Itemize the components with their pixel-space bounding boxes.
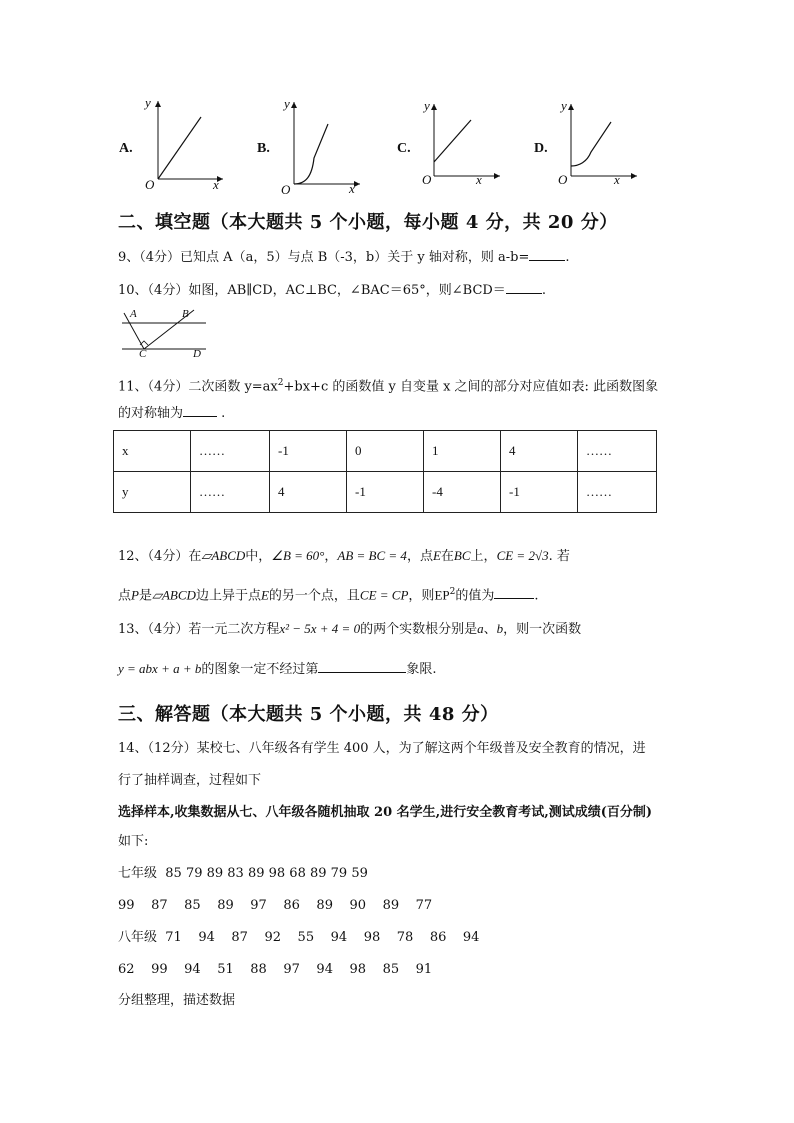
q12-text: ， — [324, 549, 338, 564]
question-12-line-1 — [118, 546, 570, 567]
q12-text: ，则 — [408, 588, 435, 604]
q13-text: 13、（4分）若一元二次方程 — [118, 622, 280, 637]
table-cell: 0 — [347, 431, 424, 472]
option-b-y-label: y — [284, 96, 290, 111]
q12-math: ▱ABCD — [201, 548, 246, 563]
answer-blank[interactable] — [318, 660, 406, 673]
q12-text: 的值为 — [455, 588, 495, 604]
q14-line: 分组整理，描述数据 — [118, 993, 236, 1008]
q14-line: 选择样本,收集数据从七、八年级各随机抽取 20 名学生,进行安全教育考试,测试成绩(百分制) — [118, 805, 653, 820]
table-cell: y — [114, 472, 191, 513]
q12-text: 在 — [440, 549, 454, 564]
q12-math: ∠B = 60° — [271, 548, 325, 563]
q12-math: EP — [434, 587, 450, 603]
question-11-text-a: 11、（4分）二次函数 y=ax — [118, 379, 278, 395]
q13-equation: x² − 5x + 4 = 0 — [279, 621, 361, 636]
option-a-y-label: y — [145, 95, 151, 110]
question-9-text: 9、（4分）已知点 A（a，5）与点 B（-3，b）关于 y 轴对称，则 a-b= — [118, 250, 530, 265]
section-3-title: 三、解答题（本大题共 5 个小题，共 48 分） — [118, 704, 499, 725]
q12-text: 的另一个点，且 — [268, 588, 360, 604]
option-a-x-label: x — [213, 177, 219, 192]
answer-blank[interactable] — [506, 281, 542, 294]
q12-text: 上， — [470, 549, 497, 564]
q14-line: 99 87 85 89 97 86 89 90 89 77 — [118, 898, 433, 913]
q12-math: CE = 2√3 — [496, 548, 549, 563]
q13-text: ，则一次函数 — [503, 622, 582, 637]
option-c-origin-label: O — [422, 172, 432, 187]
table-cell: …… — [578, 472, 657, 513]
q13-math: b — [496, 621, 504, 636]
option-c-y-label: y — [424, 98, 430, 113]
q12-math: AB = BC = 4 — [337, 548, 407, 563]
table-cell: -1 — [501, 472, 578, 513]
q14-line: 62 99 94 51 88 97 94 98 85 91 — [118, 962, 433, 977]
question-11-sup: 2 — [277, 378, 284, 388]
q12-text: 点 — [118, 588, 132, 604]
q12-text: 是 — [138, 588, 152, 604]
question-11-text-c: 的对称轴为 — [118, 406, 184, 421]
q12-math: CE = CP — [359, 587, 409, 603]
q14-line: 七年级 85 79 89 83 89 98 68 89 79 59 — [118, 866, 368, 881]
table-cell: x — [114, 431, 191, 472]
table-cell: -1 — [270, 431, 347, 472]
question-11-text-b: +bx+c 的函数值 y 自变量 x 之间的部分对应值如表: 此函数图象 — [283, 379, 659, 395]
option-b-origin-label: O — [281, 182, 291, 197]
table-cell: …… — [578, 431, 657, 472]
q12-math: P — [131, 587, 139, 603]
question-11-end: . — [217, 406, 226, 421]
q13-text: 、 — [483, 622, 497, 637]
q12-text: 中， — [245, 549, 272, 564]
question-12-line-2 — [118, 582, 539, 606]
q12-text: . 若 — [548, 549, 570, 564]
table-cell: 4 — [270, 472, 347, 513]
q13-text: 的两个实数根分别是 — [360, 622, 478, 637]
table-cell: 1 — [424, 431, 501, 472]
section-2-title: 二、填空题（本大题共 5 个小题，每小题 4 分，共 20 分） — [118, 212, 618, 233]
q14-line: 行了抽样调查，过程如下 — [118, 773, 262, 788]
q13-equation: y = abx + a + b — [118, 661, 202, 676]
option-d-label: D. — [534, 141, 548, 156]
answer-blank[interactable] — [183, 404, 217, 417]
table-cell: -1 — [347, 472, 424, 513]
q13-text: 的图象一定不经过第 — [201, 662, 319, 677]
question-10 — [118, 281, 546, 301]
fig-label-b: B — [182, 308, 189, 320]
q12-text: 12、（4分）在 — [118, 549, 202, 564]
q12-text: ，点 — [406, 549, 433, 564]
question-10-text: 10、（4分）如图，AB∥CD，AC⊥BC，∠BAC＝65°，则∠BCD＝ — [118, 283, 506, 298]
option-c-x-label: x — [476, 172, 482, 187]
q14-line: 14、（12分）某校七、八年级各有学生 400 人，为了解这两个年级普及安全教育的情况，进 — [118, 741, 646, 756]
q13-text: 象限. — [406, 662, 437, 677]
q12-end: . — [534, 588, 539, 604]
q14-line: 八年级 71 94 87 92 55 94 98 78 86 94 — [118, 930, 480, 945]
option-c-label: C. — [397, 141, 411, 156]
fig-label-c: C — [139, 348, 147, 360]
question-13-line-1 — [118, 619, 581, 640]
q12-math: BC — [453, 548, 471, 563]
table-cell: 4 — [501, 431, 578, 472]
question-10-end: . — [541, 283, 546, 298]
option-b-x-label: x — [349, 181, 355, 196]
q12-sup: 2 — [449, 587, 456, 597]
q12-math: ▱ABCD — [151, 587, 196, 603]
q14-line: 如下: — [118, 834, 149, 849]
option-d-y-label: y — [561, 98, 567, 113]
q12-math: E — [432, 548, 441, 563]
question-13-line-2 — [118, 659, 437, 680]
question-11-line-2 — [118, 404, 225, 424]
answer-blank[interactable] — [494, 586, 534, 599]
option-a-label: A. — [119, 141, 133, 156]
table-cell: -4 — [424, 472, 501, 513]
table-row — [114, 472, 657, 513]
option-d-origin-label: O — [558, 172, 568, 187]
answer-blank[interactable] — [529, 248, 565, 261]
q12-math: E — [260, 587, 269, 603]
q12-text: 边上异于点 — [195, 588, 261, 604]
table-cell: …… — [191, 472, 270, 513]
option-a-origin-label: O — [145, 177, 155, 192]
table-row — [114, 431, 657, 472]
table-cell: …… — [191, 431, 270, 472]
question-9-end: . — [565, 250, 570, 265]
fig-label-d: D — [193, 348, 201, 360]
option-d-x-label: x — [614, 172, 620, 187]
question-9 — [118, 248, 570, 268]
option-b-label: B. — [257, 141, 270, 156]
question-11-line-1 — [118, 373, 658, 397]
fig-label-a: A — [130, 308, 137, 320]
value-table — [113, 430, 657, 513]
q13-math: a — [477, 621, 484, 636]
